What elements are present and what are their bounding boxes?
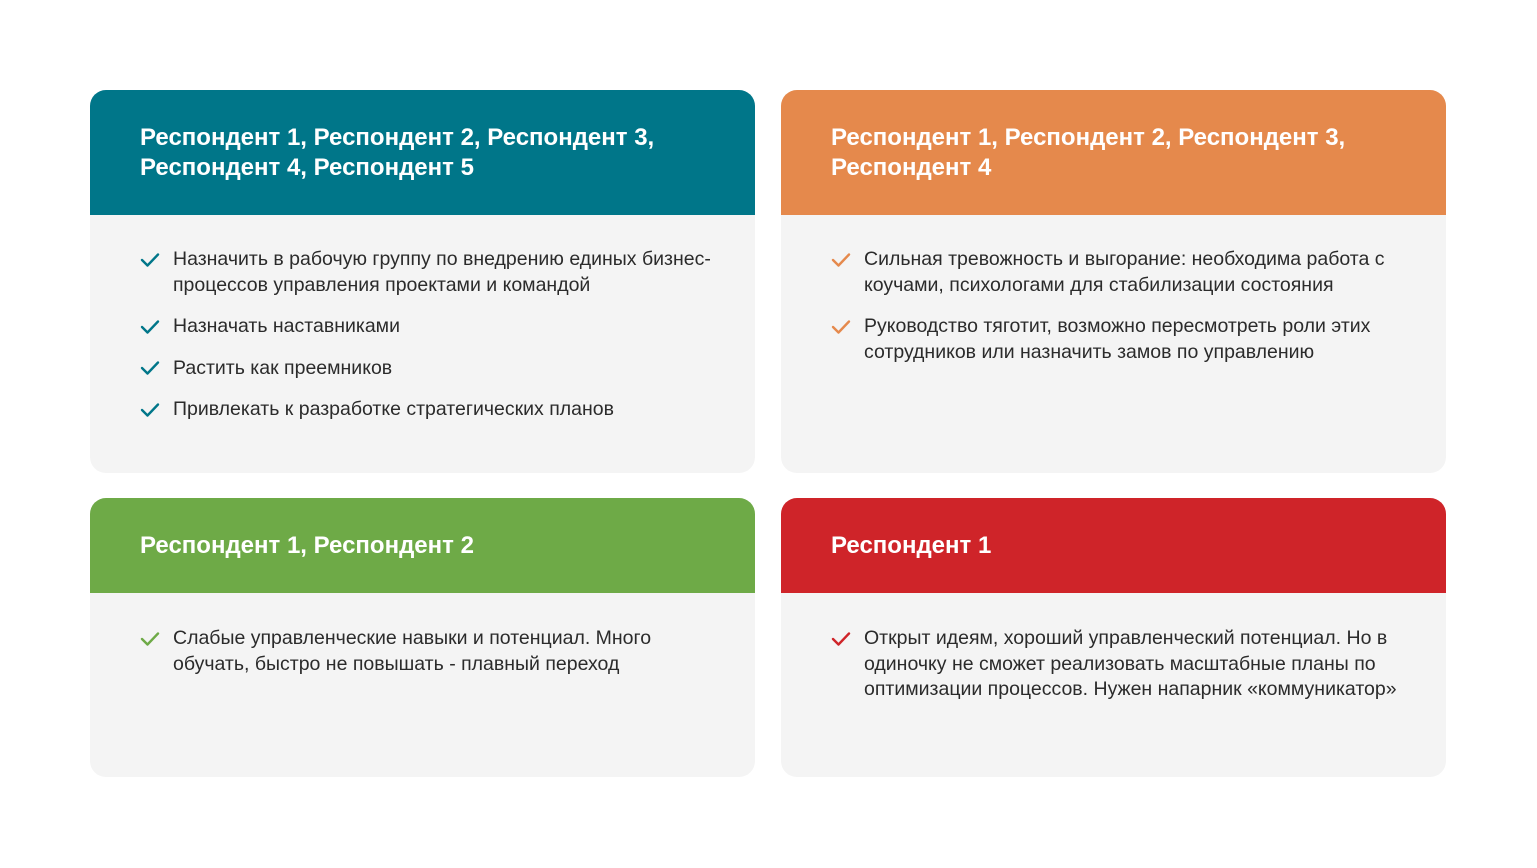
card-green [90,498,755,777]
list-item [140,356,715,382]
list-item-text: Привлекать к разработке стратегических планов [173,398,614,420]
list-item-text: Назначить в рабочую группу по внедрению единых бизнес-процессов управления проектами и командой [173,248,711,296]
list-item [831,626,1406,703]
card-orange [781,90,1446,473]
card-title: Респондент 1, Респондент 2, Респондент 3, Респондент 4, Респондент 5 [140,123,655,181]
card-header [781,498,1446,593]
card-teal [90,90,755,473]
list-item [831,314,1406,365]
card-title: Респондент 1, Респондент 2 [140,531,474,559]
check-icon [140,397,173,422]
card-body [781,215,1446,365]
list-item [140,314,715,340]
card-body [781,593,1446,703]
card-header [781,90,1446,215]
check-icon [140,314,173,339]
card-body [90,215,755,423]
card-red [781,498,1446,777]
check-icon [831,314,864,339]
list-item-text: Слабые управленческие навыки и потенциал. Много обучать, быстро не повышать - плавный переход [173,627,652,675]
card-title: Респондент 1, Респондент 2, Респондент 3, Респондент 4 [831,123,1346,181]
list-item-text: Руководство тяготит, возможно пересмотреть роли этих сотрудников или назначить замов по управлению [864,315,1371,363]
list-item [140,397,715,423]
card-title: Респондент 1 [831,531,992,559]
check-icon [831,626,864,651]
check-icon [140,626,173,651]
list-item [140,626,715,677]
list-item-text: Растить как преемников [173,356,393,379]
list-item-text: Сильная тревожность и выгорание: необходима работа с коучами, психологами для стабилизации состояния [864,248,1385,296]
check-icon [140,356,173,381]
check-icon [831,247,864,272]
card-header [90,498,755,593]
list-item [831,247,1406,298]
check-icon [140,247,173,272]
card-header [90,90,755,215]
card-body [90,593,755,677]
list-item [140,247,715,298]
list-item-text: Открыт идеям, хороший управленческий потенциал. Но в одиночку не сможет реализовать масштабные планы по оптимизации процессов. Нужен напарник «коммуникатор» [864,627,1397,700]
list-item-text: Назначать наставниками [173,315,400,337]
